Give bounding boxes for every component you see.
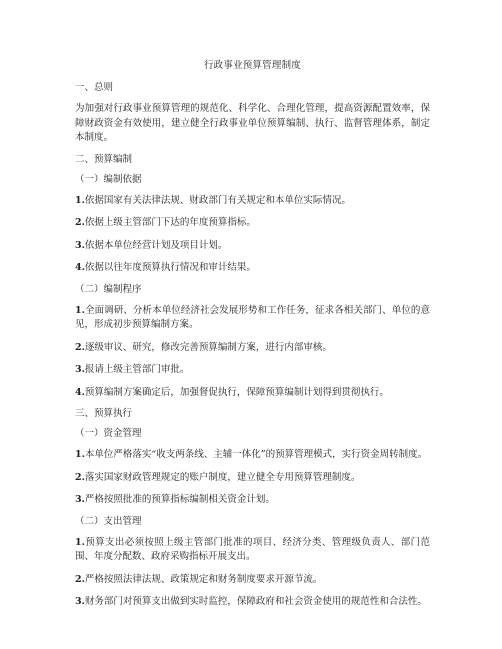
list-item-number: 2. bbox=[75, 471, 85, 483]
subsection-heading: （二）编制程序 bbox=[75, 283, 142, 295]
list-item-text: 依据本单位经营计划及项目计划。 bbox=[84, 239, 228, 251]
list-item-text: 逐级审议、研究，修改完善预算编制方案，进行内部审核。 bbox=[84, 341, 332, 353]
list-item bbox=[75, 261, 430, 276]
document-title: 行政事业预算管理制度 bbox=[203, 60, 301, 71]
list-item-text: 报请上级主管部门审批。 bbox=[84, 364, 190, 375]
list-item bbox=[75, 239, 430, 254]
list-item-text: 全面调研、分析本单位经济社会发展形势和工作任务，征求各相关部门、单位的意见，形成初步预算编制方案。 bbox=[75, 304, 430, 330]
list-item bbox=[75, 595, 430, 610]
list-item-number: 1. bbox=[75, 304, 85, 316]
subsection-heading: （一）资金管理 bbox=[75, 428, 142, 439]
subsection-heading: （二）支出管理 bbox=[75, 515, 142, 527]
list-item-text: 依据国家有关法律法规、财政部门有关规定和本单位实际情况。 bbox=[84, 194, 351, 206]
list-item-number: 4. bbox=[75, 262, 85, 273]
subsection-heading: （一）编制依据 bbox=[75, 173, 142, 185]
list-item-text: 严格按照法律法规、政策规定和财务制度要求开源节流。 bbox=[84, 573, 323, 585]
list-item-text: 本单位严格落实“收支两条线、主辅一体化”的预算管理模式，实行资金周转制度。 bbox=[84, 449, 428, 460]
section-intro-paragraph: 为加强对行政事业预算管理的规范化、科学化、合理化管理，提高资源配置效率，保障财政资金有效使用，建立健全行政事业单位预算编制、执行、监督管理体系，制定本制度。 bbox=[75, 103, 430, 143]
list-item-text: 预算编制方案确定后，加强督促执行，保障预算编制计划得到贯彻执行。 bbox=[84, 386, 389, 398]
list-item-number: 3. bbox=[75, 364, 85, 375]
list-item-number: 1. bbox=[75, 194, 85, 206]
list-item bbox=[75, 216, 430, 231]
list-item-number: 2. bbox=[75, 573, 85, 585]
list-item bbox=[75, 471, 430, 486]
list-item-text: 落实国家财政管理规定的账户制度，建立健全专用预算管理制度。 bbox=[84, 471, 361, 483]
section-heading: 三、预算执行 bbox=[75, 408, 133, 419]
list-item-text: 依据上级主管部门下达的年度预算指标。 bbox=[84, 217, 256, 228]
list-item bbox=[75, 341, 430, 356]
list-item-number: 4. bbox=[75, 386, 85, 398]
list-item-text: 财务部门对预算支出做到实时监控，保障政府和社会资金使用的规范性和合法性。 bbox=[84, 596, 427, 607]
list-item bbox=[75, 363, 430, 378]
list-item-number: 1. bbox=[75, 536, 85, 548]
list-item-number: 1. bbox=[75, 449, 85, 460]
list-item bbox=[75, 573, 430, 588]
section-heading: 二、预算编制 bbox=[75, 153, 133, 165]
list-item-text: 严格按照批准的预算指标编制相关资金计划。 bbox=[84, 494, 275, 505]
list-item-number: 3. bbox=[75, 494, 85, 505]
list-item bbox=[75, 493, 430, 508]
list-item-number: 2. bbox=[75, 217, 85, 228]
list-item bbox=[75, 386, 430, 401]
list-item bbox=[75, 194, 430, 209]
list-item bbox=[75, 448, 430, 463]
list-item-number: 3. bbox=[75, 596, 85, 607]
list-item-number: 3. bbox=[75, 239, 85, 251]
document-page bbox=[75, 60, 430, 618]
list-item bbox=[75, 536, 430, 565]
list-item-text: 预算支出必须按照上级主管部门批准的项目、经济分类、管理级负责人、部门范围、年度分配数、政府采购指标开展支出。 bbox=[75, 536, 430, 562]
list-item-text: 依据以往年度预算执行情况和审计结果。 bbox=[84, 262, 256, 273]
list-item bbox=[75, 304, 430, 333]
list-item-number: 2. bbox=[75, 341, 85, 353]
section-heading: 一、总则 bbox=[75, 82, 114, 93]
